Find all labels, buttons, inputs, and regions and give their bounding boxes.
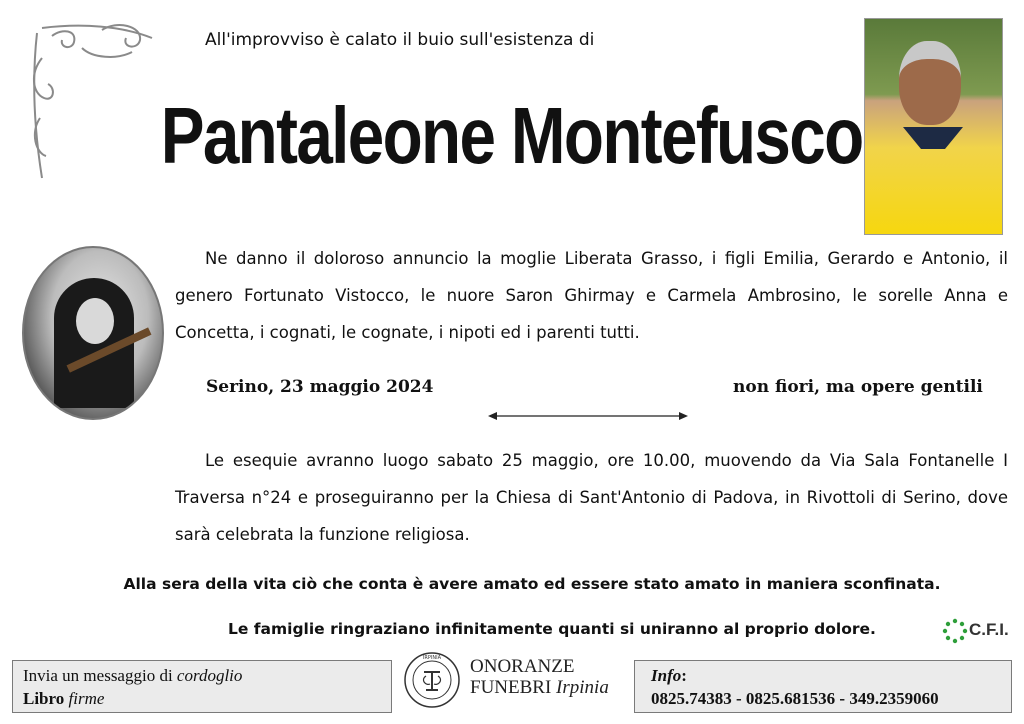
phone-numbers[interactable]: 0825.74383 - 0825.681536 - 349.2359060 [651, 689, 939, 708]
cfi-dots-icon [940, 618, 970, 644]
condolence-italic: cordoglio [176, 666, 243, 685]
info-colon: : [681, 666, 687, 685]
condolence-link[interactable] [23, 664, 381, 687]
logo-top-text: IRPINIA [422, 655, 442, 661]
guestbook-prefix: Libro [23, 689, 69, 708]
family-thanks: Le famiglie ringraziano infinitamente quanti si uniranno al proprio dolore. [228, 620, 876, 638]
condolence-prefix: Invia un messaggio di [23, 666, 177, 685]
double-arrow-icon [488, 409, 688, 423]
deceased-name: Pantaleone Montefusco [160, 91, 863, 180]
no-flowers-note: non fiori, ma opere gentili [733, 377, 983, 397]
info-heading [651, 664, 995, 687]
intro-text: All'improvviso è calato il buio sull'esistenza di [205, 30, 595, 50]
guestbook-link[interactable] [23, 687, 381, 710]
agency-line2-italic: Irpinia [556, 677, 609, 698]
saint-image [22, 246, 164, 420]
agency-line2-prefix: FUNEBRI [470, 677, 557, 698]
agency-name [470, 656, 609, 698]
cfi-label: C.F.I. [969, 620, 1009, 639]
photo-collar [903, 127, 963, 149]
condolence-box[interactable] [12, 660, 392, 713]
info-box [634, 660, 1012, 713]
funeral-details: Le esequie avranno luogo sabato 25 maggio, ore 10.00, muovendo da Via Sala Fontanelle I Traversa n°24 e proseguiranno per la Chiesa di Sant'Antonio di Padova, in Rivottoli di Serino, dove sarà celebrata la funzione religiosa. [175, 451, 1008, 544]
family-announcement: Ne danno il doloroso annuncio la moglie Liberata Grasso, i figli Emilia, Gerardo e Antonio, il genero Fortunato Vistocco, le nuore Saron Ghirmay e Carmela Ambrosino, le sorelle Anna e Concetta, i cognati, le cognate, i nipoti ed i parenti tutti. [175, 249, 1008, 342]
deceased-photo [864, 18, 1003, 235]
info-label: Info [651, 666, 682, 685]
photo-face [899, 41, 961, 125]
agency-line2 [470, 677, 609, 698]
cfi-logo [940, 618, 1010, 648]
saint-face [76, 298, 114, 344]
memorial-quote: Alla sera della vita ciò che conta è avere amato ed essere stato amato in maniera sconfinata. [123, 575, 941, 593]
guestbook-italic: firme [68, 689, 105, 708]
agency-logo [402, 650, 462, 710]
place-date: Serino, 23 maggio 2024 [206, 377, 434, 397]
agency-line1: ONORANZE [470, 656, 575, 677]
